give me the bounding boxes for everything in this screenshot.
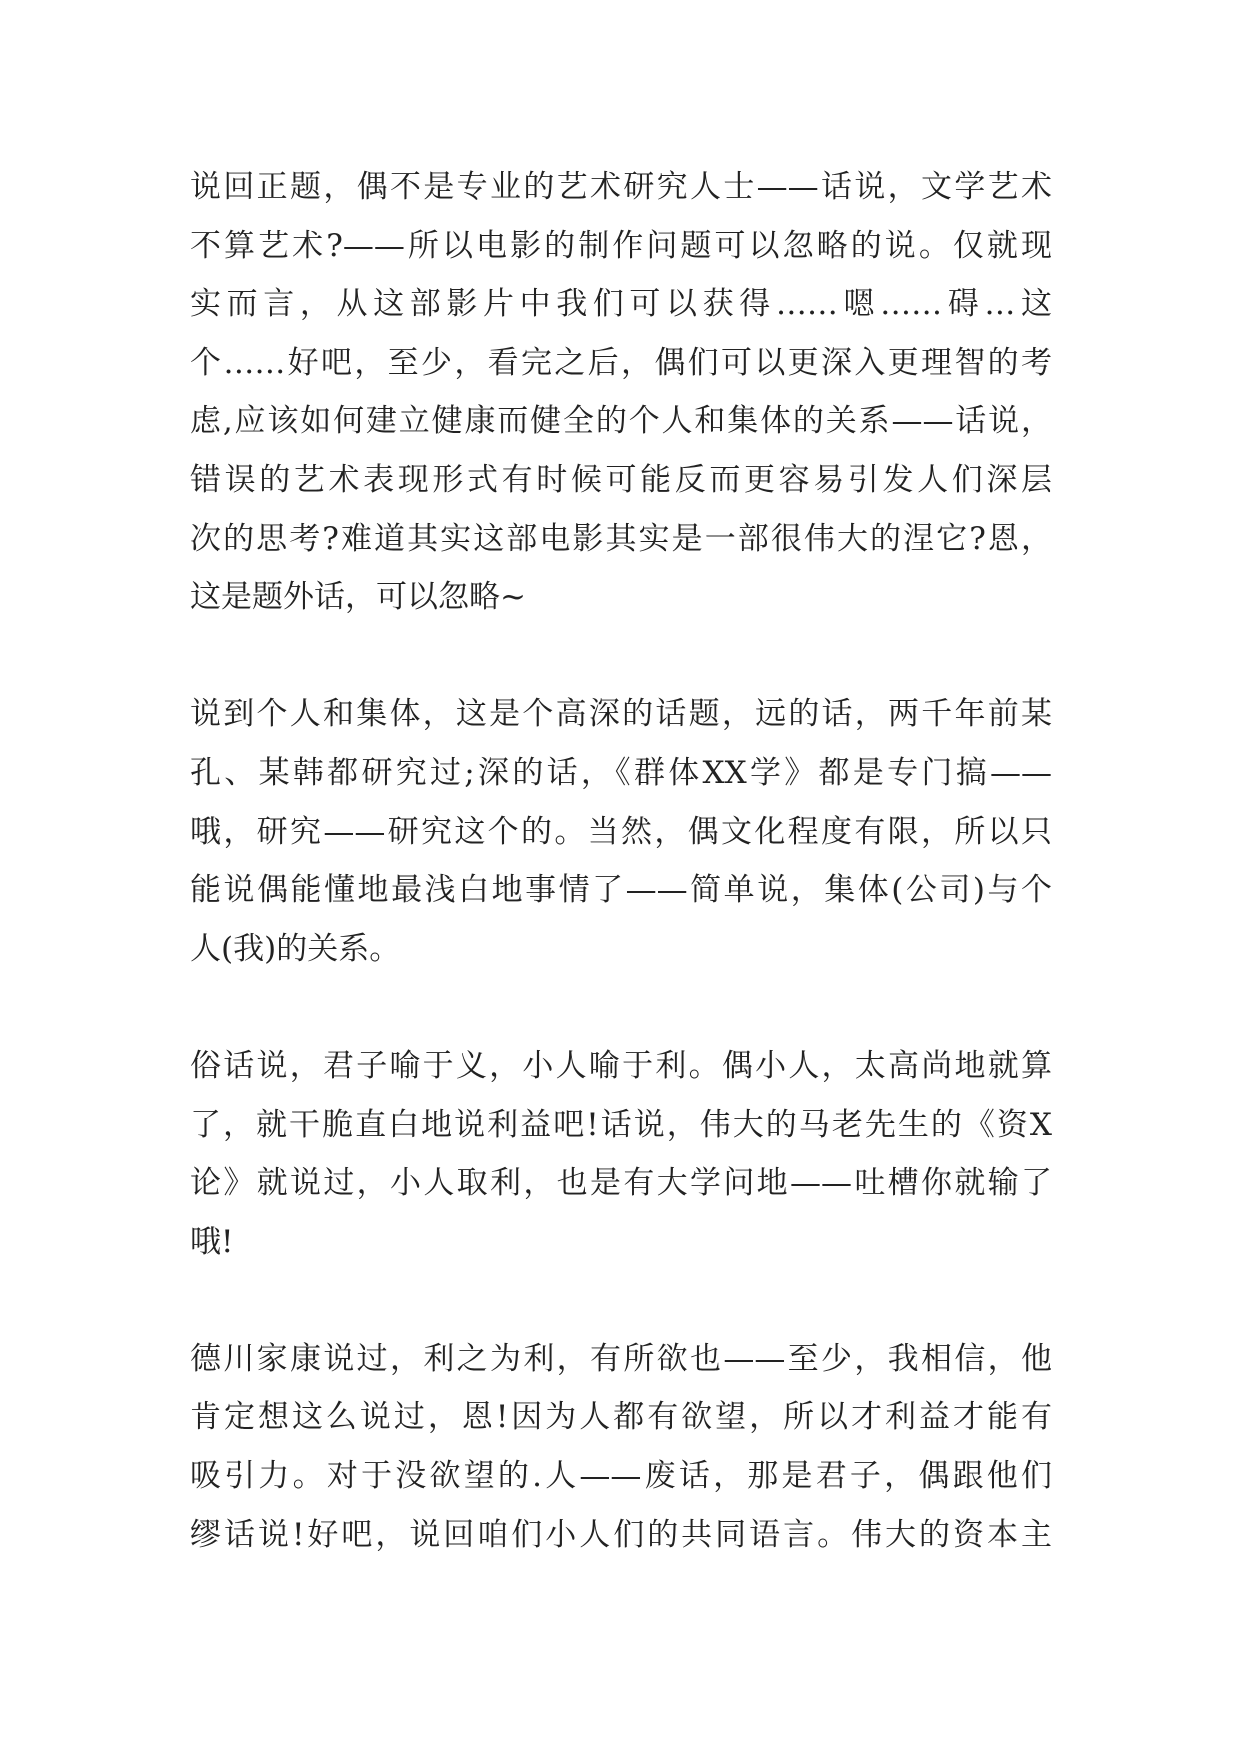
text-line: 虑,应该如何建立健康而健全的个人和集体的关系——话说， (190, 403, 1052, 440)
text-line: 哦! (190, 1223, 234, 1260)
paragraph-1 (190, 158, 1052, 627)
paragraph-2 (190, 685, 1052, 978)
text-line: 能说偶能懂地最浅白地事情了——简单说，集体(公司)与个 (190, 872, 1052, 909)
text-line: 不算艺术?——所以电影的制作问题可以忽略的说。仅就现 (190, 227, 1052, 264)
paragraph-4 (190, 1330, 1052, 1564)
text-line: 错误的艺术表现形式有时候可能反而更容易引发人们深层 (190, 461, 1052, 498)
text-line: 肯定想这么说过，恩!因为人都有欲望，所以才利益才能有 (190, 1399, 1052, 1436)
text-line: 了，就干脆直白地说利益吧!话说，伟大的马老先生的《资X (190, 1106, 1052, 1143)
text-line: 实而言，从这部影片中我们可以获得……嗯……碍…这 (190, 286, 1052, 323)
text-line: 吸引力。对于没欲望的.人——废话，那是君子，偶跟他们 (190, 1458, 1052, 1495)
paragraph-3 (190, 1037, 1052, 1271)
text-line: 说回正题，偶不是专业的艺术研究人士——话说，文学艺术 (190, 169, 1052, 205)
document-body (190, 158, 1052, 1564)
text-line: 孔、某韩都研究过;深的话，《群体XX学》都是专门搞—— (190, 754, 1052, 791)
text-line: 这是题外话，可以忽略~ (190, 579, 526, 616)
text-line: 哦，研究——研究这个的。当然，偶文化程度有限，所以只 (190, 813, 1052, 850)
text-line: 缪话说!好吧，说回咱们小人们的共同语言。伟大的资本主 (190, 1516, 1052, 1553)
text-line: 德川家康说过，利之为利，有所欲也——至少，我相信，他 (190, 1340, 1052, 1377)
text-line: 个……好吧，至少，看完之后，偶们可以更深入更理智的考 (190, 344, 1052, 381)
text-line: 俗话说，君子喻于义，小人喻于利。偶小人，太高尚地就算 (190, 1047, 1052, 1084)
text-line: 人(我)的关系。 (190, 930, 401, 967)
text-line: 次的思考?难道其实这部电影其实是一部很伟大的涅它?恩， (190, 520, 1052, 557)
text-line: 说到个人和集体，这是个高深的话题，远的话，两千年前某 (190, 696, 1052, 733)
text-line: 论》就说过，小人取利，也是有大学问地——吐槽你就输了 (190, 1165, 1052, 1202)
